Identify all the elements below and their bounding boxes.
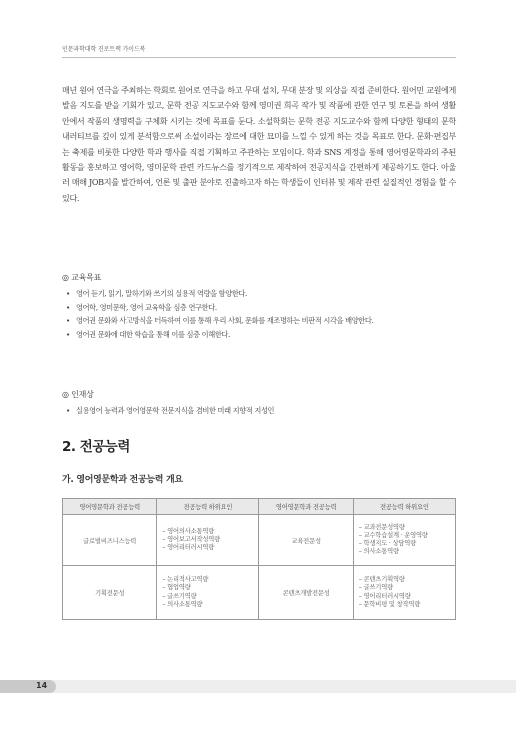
subfactor-item: – 의사소통역량 — [162, 600, 203, 608]
competency-cell: 기획전문성 — [63, 566, 157, 620]
column-header: 영어영문학과 전공능력 — [259, 499, 353, 515]
running-header: 인문과학대학 진로트랙 가이드북 — [62, 46, 146, 53]
column-header: 전공능력 하위요인 — [353, 499, 455, 515]
table-row — [63, 515, 456, 566]
competency-cell: 글로벌비즈니스능력 — [63, 515, 157, 566]
subfactor-item: – 교과전문성역량 — [358, 523, 405, 531]
bullet-icon: • — [66, 316, 70, 326]
subfactor-item: – 학생지도 · 상담역량 — [358, 540, 417, 547]
subfactor-cell — [157, 566, 259, 620]
list-item-text: 영어권 문화에 대한 학습을 통해 이를 심층 이해한다. — [76, 329, 230, 339]
subfactor-item: – 글쓰기역량 — [162, 592, 197, 600]
competency-cell: 교육전문성 — [259, 515, 353, 566]
subfactor-cell — [353, 566, 455, 620]
education-goals-list — [66, 287, 456, 341]
column-header: 전공능력 하위요인 — [157, 499, 259, 515]
list-item — [66, 287, 456, 301]
subfactor-cell — [353, 515, 455, 566]
subfactor-item: – 논리적사고역량 — [162, 576, 209, 584]
header-divider — [62, 57, 456, 58]
talent-title: ◎ 인재상 — [62, 390, 94, 399]
subfactor-item: – 글쓰기역량 — [358, 584, 393, 592]
subfactor-item: – 영어리터러시역량 — [162, 544, 215, 552]
list-item — [66, 404, 456, 418]
subfactor-item: – 영어의사소통역량 — [162, 527, 215, 535]
section-heading: 2. 전공능력 — [62, 439, 130, 455]
competency-cell: 콘텐츠개발전문성 — [259, 566, 353, 620]
page-number-tab — [0, 680, 56, 693]
list-item-text: 영어 듣기, 읽기, 말하기와 쓰기의 실용적 역량을 함양한다. — [76, 289, 247, 298]
table-header-row — [63, 499, 456, 515]
list-item-text: 영어학, 영미문학, 영어 교육학을 심층 연구한다. — [76, 302, 217, 312]
list-item — [66, 314, 456, 328]
list-item — [66, 301, 456, 315]
list-item-text: 영어권 문화와 사고방식을 터득하여 이를 통해 우리 사회, 문화를 재조명하는 비판적 시각을 배양한다. — [76, 316, 374, 326]
subfactor-item: – 문학비평 및 창작역량 — [358, 600, 421, 608]
list-item-text: 실용영어 능력과 영어영문학 전문지식을 겸비한 미래 지향적 지성인 — [76, 406, 275, 415]
intro-paragraph: 매년 원어 연극을 주최하는 학회로 원어로 연극을 하고 무대 설치, 무대 분장 및 의상을 직접 준비한다. 원어민 교원에게 발음 지도를 받을 기회가 있고, 문학 전공 지도교수와 함께 영미권 희곡 작가 및 작품에 관한 연구 및 토론을 하여 생활 안에서 작품의 생명력을 구체화 시키는 것에 목표를 둔다. 소설학회는 문학 전공 지도교수와 함께 다양한 형태의 문학 내러티브를 깊이 있게 분석함으로써 소설이라는 장르에 대한 묘미를 느낄 수 있게 하는 것을 목표로 한다. 문화·편집부는 축제를 비롯한 다양한 학과 행사를 직접 기획하고 주관하는 모임이다. 학과 SNS 계정을 통해 영어영문학과의 주된 활동을 홍보하고 영어학, 영미문학 관련 카드뉴스를 정기적으로 제작하여 전공지식을 간편하게 제공하기도 한다. 아울러 매해 JOB지를 발간하여, 언론 및 출판 분야로 진출하고자 하는 학생들이 인터뷰 및 제작 관련 실질적인 경험을 할 수 있다. — [62, 85, 456, 203]
bullet-icon: • — [66, 289, 70, 298]
subfactor-item: – 콘텐츠기획역량 — [358, 576, 405, 584]
subfactor-item: – 협업역량 — [162, 584, 191, 592]
list-item — [66, 328, 456, 342]
page-number: 14 — [36, 681, 48, 690]
bullet-icon: • — [66, 406, 70, 415]
education-goals-title: ◎ 교육목표 — [62, 273, 102, 282]
subfactor-item: – 영어보고서작성역량 — [162, 535, 221, 543]
bullet-icon: • — [66, 302, 70, 312]
competency-table — [62, 498, 456, 620]
table-row — [63, 566, 456, 620]
subfactor-item: – 의사소통역량 — [358, 548, 399, 556]
talent-list — [66, 404, 456, 418]
subfactor-item: – 영어리터러시역량 — [358, 592, 411, 600]
subfactor-item: – 교수학습설계 · 운영역량 — [358, 531, 428, 539]
subsection-heading: 가. 영어영문학과 전공능력 개요 — [62, 475, 183, 485]
subfactor-cell — [157, 515, 259, 566]
bullet-icon: • — [66, 329, 70, 339]
footer-band — [0, 680, 516, 693]
column-header: 영어영문학과 전공능력 — [63, 499, 157, 515]
